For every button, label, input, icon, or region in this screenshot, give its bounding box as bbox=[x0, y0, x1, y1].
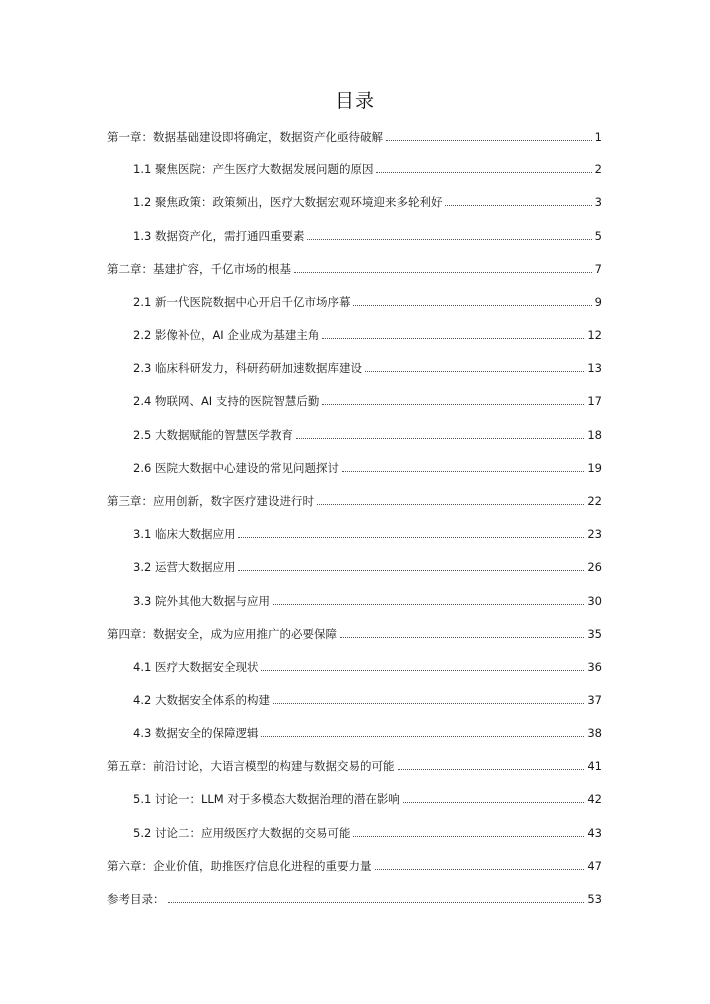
toc-entry-label: 2.6 医院大数据中心建设的常见问题探讨 bbox=[133, 461, 339, 475]
toc-page-number: 12 bbox=[587, 328, 602, 342]
toc-entry-label: 第六章：企业价值，助推医疗信息化进程的重要力量 bbox=[107, 859, 372, 873]
toc-entry-label: 参考目录： bbox=[107, 892, 165, 906]
toc-page-number: 36 bbox=[587, 660, 602, 674]
toc-dot-leader bbox=[168, 902, 585, 903]
toc-entry-label: 2.3 临床科研发力，科研药研加速数据库建设 bbox=[133, 361, 362, 375]
toc-section-3-3[interactable] bbox=[133, 590, 602, 608]
toc-entry-label: 5.2 讨论二：应用级医疗大数据的交易可能 bbox=[133, 826, 351, 840]
toc-entry-label: 1.3 数据资产化，需打通四重要素 bbox=[133, 229, 305, 243]
toc-entry-label: 2.2 影像补位，AI 企业成为基建主角 bbox=[133, 328, 320, 342]
toc-page-number: 53 bbox=[587, 892, 602, 906]
toc-dot-leader bbox=[376, 172, 591, 173]
toc-section-2-5[interactable] bbox=[133, 424, 602, 442]
toc-entry-label: 1.1 聚焦医院：产生医疗大数据发展问题的原因 bbox=[133, 162, 374, 176]
toc-section-5-2[interactable] bbox=[133, 822, 602, 840]
toc-page-number: 23 bbox=[587, 527, 602, 541]
toc-page-number: 37 bbox=[587, 693, 602, 707]
toc-dot-leader bbox=[296, 438, 584, 439]
toc-dot-leader bbox=[261, 670, 584, 671]
toc-entry-label: 4.2 大数据安全体系的构建 bbox=[133, 693, 270, 707]
toc-dot-leader bbox=[273, 703, 584, 704]
toc-entry-label: 第三章：应用创新，数字医疗建设进行时 bbox=[107, 494, 314, 508]
toc-dot-leader bbox=[403, 802, 585, 803]
toc-page-number: 17 bbox=[587, 394, 602, 408]
toc-page-number: 22 bbox=[587, 494, 602, 508]
toc-page-number: 1 bbox=[594, 130, 602, 144]
toc-page-number: 38 bbox=[587, 726, 602, 740]
toc-section-2-6[interactable] bbox=[133, 457, 602, 475]
toc-dot-leader bbox=[294, 272, 592, 273]
toc-dot-leader bbox=[317, 504, 584, 505]
toc-entry-label: 第一章：数据基础建设即将确定，数据资产化亟待破解 bbox=[107, 130, 383, 144]
toc-entry-label: 3.1 临床大数据应用 bbox=[133, 527, 236, 541]
toc-references[interactable] bbox=[107, 888, 602, 906]
toc-section-4-2[interactable] bbox=[133, 689, 602, 707]
toc-section-2-4[interactable] bbox=[133, 390, 602, 408]
toc-dot-leader bbox=[340, 637, 584, 638]
toc-page-number: 30 bbox=[587, 594, 602, 608]
toc-page-number: 9 bbox=[594, 295, 602, 309]
toc-dot-leader bbox=[365, 371, 584, 372]
toc-page-number: 47 bbox=[587, 859, 602, 873]
toc-entry-label: 2.4 物联网、AI 支持的医院智慧后勤 bbox=[133, 394, 320, 408]
toc-dot-leader bbox=[238, 570, 584, 571]
toc-page-number: 18 bbox=[587, 428, 602, 442]
toc-page-number: 35 bbox=[587, 627, 602, 641]
toc-section-3-1[interactable] bbox=[133, 523, 602, 541]
toc-dot-leader bbox=[322, 338, 584, 339]
toc-entry-label: 1.2 聚焦政策：政策频出，医疗大数据宏观环境迎来多轮利好 bbox=[133, 195, 443, 209]
toc-dot-leader bbox=[261, 736, 584, 737]
toc-section-2-1[interactable] bbox=[133, 291, 602, 309]
toc-chapter-6[interactable] bbox=[107, 855, 602, 873]
toc-page-number: 42 bbox=[587, 792, 602, 806]
toc-section-1-2[interactable] bbox=[133, 191, 602, 209]
toc-dot-leader bbox=[353, 305, 591, 306]
toc-entry-label: 5.1 讨论一：LLM 对于多模态大数据治理的潜在影响 bbox=[133, 792, 400, 806]
toc-section-3-2[interactable] bbox=[133, 556, 602, 574]
toc-entry-label: 第五章：前沿讨论，大语言模型的构建与数据交易的可能 bbox=[107, 759, 395, 773]
toc-dot-leader bbox=[386, 140, 592, 141]
toc-chapter-1[interactable] bbox=[107, 126, 602, 144]
toc-entry-label: 第二章：基建扩容，千亿市场的根基 bbox=[107, 262, 291, 276]
toc-chapter-4[interactable] bbox=[107, 623, 602, 641]
toc-entry-label: 3.2 运营大数据应用 bbox=[133, 560, 236, 574]
toc-entry-label: 3.3 院外其他大数据与应用 bbox=[133, 594, 270, 608]
toc-entry-label: 2.1 新一代医院数据中心开启千亿市场序幕 bbox=[133, 295, 351, 309]
toc-section-1-3[interactable] bbox=[133, 225, 602, 243]
toc-dot-leader bbox=[353, 836, 584, 837]
toc-section-2-2[interactable] bbox=[133, 324, 602, 342]
toc-page-number: 19 bbox=[587, 461, 602, 475]
toc-page-number: 7 bbox=[594, 262, 602, 276]
toc-dot-leader bbox=[307, 239, 591, 240]
toc-dot-leader bbox=[398, 769, 585, 770]
toc-entry-label: 4.1 医疗大数据安全现状 bbox=[133, 660, 259, 674]
toc-section-4-1[interactable] bbox=[133, 656, 602, 674]
toc-entry-label: 第四章：数据安全，成为应用推广的必要保障 bbox=[107, 627, 337, 641]
page-title: 目录 bbox=[334, 90, 375, 112]
toc-dot-leader bbox=[445, 205, 591, 206]
toc-dot-leader bbox=[342, 471, 584, 472]
toc-page-number: 41 bbox=[587, 759, 602, 773]
toc-section-4-3[interactable] bbox=[133, 722, 602, 740]
toc-page-number: 26 bbox=[587, 560, 602, 574]
toc-chapter-5[interactable] bbox=[107, 755, 602, 773]
toc-page-number: 13 bbox=[587, 361, 602, 375]
toc-section-5-1[interactable] bbox=[133, 788, 602, 806]
toc-page-number: 5 bbox=[594, 229, 602, 243]
toc-dot-leader bbox=[375, 869, 585, 870]
toc-chapter-2[interactable] bbox=[107, 258, 602, 276]
toc-dot-leader bbox=[238, 537, 584, 538]
toc-chapter-3[interactable] bbox=[107, 490, 602, 508]
toc-entry-label: 4.3 数据安全的保障逻辑 bbox=[133, 726, 259, 740]
toc-entry-label: 2.5 大数据赋能的智慧医学教育 bbox=[133, 428, 293, 442]
toc-dot-leader bbox=[273, 604, 584, 605]
toc-section-1-1[interactable] bbox=[133, 158, 602, 176]
toc-page-number: 3 bbox=[594, 195, 602, 209]
toc-section-2-3[interactable] bbox=[133, 357, 602, 375]
toc-page-number: 2 bbox=[594, 162, 602, 176]
toc-page-number: 43 bbox=[587, 826, 602, 840]
toc-dot-leader bbox=[322, 404, 584, 405]
